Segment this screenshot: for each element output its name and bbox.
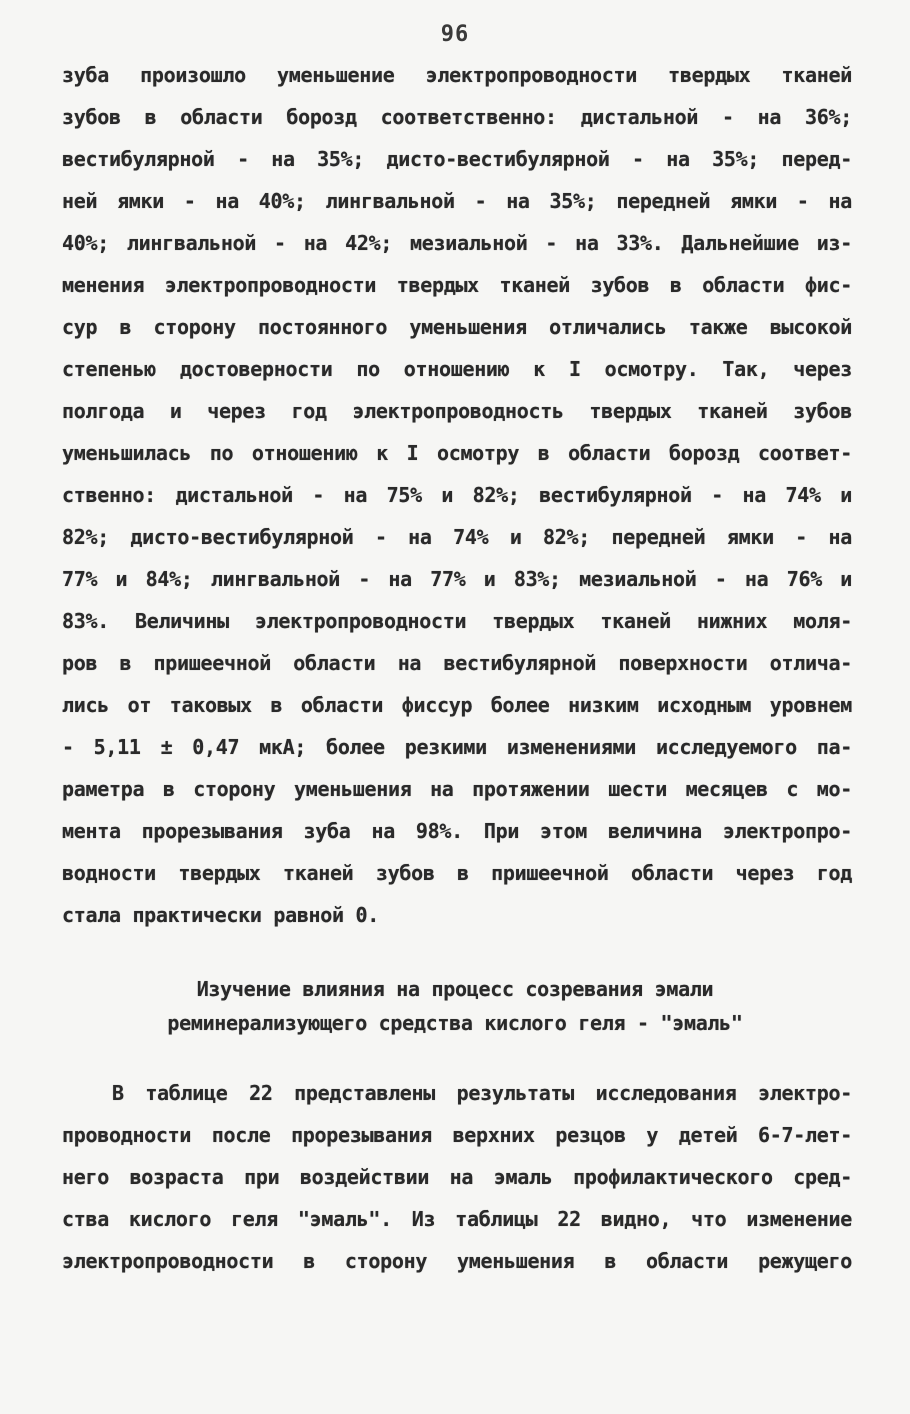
text-line: ственно: дистальной - на 75% и 82%; вестибулярной - на 74% и (62, 483, 852, 507)
text-line: зуба произошло уменьшение электропроводности твердых тканей (62, 63, 852, 87)
text-line: ства кислого геля "эмаль". Из таблицы 22 видно, что изменение (62, 1207, 852, 1231)
text-line: зубов в области борозд соответственно: дистальной - на 36%; (62, 105, 852, 129)
text-line: 83%. Величины электропроводности твердых тканей нижних моля- (62, 609, 852, 633)
text-line: проводности после прорезывания верхних резцов у детей 6-7-лет- (62, 1123, 852, 1147)
text-line: него возраста при воздействии на эмаль профилактического сред- (62, 1165, 852, 1189)
text-line: электропроводности в сторону уменьшения в области режущего (62, 1249, 852, 1273)
text-line: 40%; лингвальной - на 42%; мезиальной - на 33%. Дальнейшие из- (62, 231, 852, 255)
text-line: раметра в сторону уменьшения на протяжении шести месяцев с мо- (62, 777, 852, 801)
page-number: 96 (440, 22, 470, 47)
text-line: 82%; дисто-вестибулярной - на 74% и 82%; передней ямки - на (62, 525, 852, 549)
text-line: стала практически равной 0. (62, 903, 380, 927)
text-line: водности твердых тканей зубов в пришеечной области через год (62, 861, 852, 885)
heading-line: реминерализующего средства кислого геля - "эмаль" (167, 1011, 743, 1035)
text-line: уменьшилась по отношению к I осмотру в области борозд соответ- (62, 441, 852, 465)
text-line: - 5,11 ± 0,47 мкА; более резкими изменениями исследуемого па- (62, 735, 852, 759)
text-line: 77% и 84%; лингвальной - на 77% и 83%; мезиальной - на 76% и (62, 567, 852, 591)
text-line: ней ямки - на 40%; лингвальной - на 35%; передней ямки - на (62, 189, 852, 213)
text-line: лись от таковых в области фиссур более низким исходным уровнем (62, 693, 852, 717)
text-line: мента прорезывания зуба на 98%. При этом величина электропро- (62, 819, 852, 843)
text-line: полгода и через год электропроводность твердых тканей зубов (62, 399, 852, 423)
text-line: сур в сторону постоянного уменьшения отличались также высокой (62, 315, 852, 339)
text-line: вестибулярной - на 35%; дисто-вестибулярной - на 35%; перед- (62, 147, 852, 171)
text-line: ров в пришеечной области на вестибулярной поверхности отлича- (62, 651, 852, 675)
text-line: В таблице 22 представлены результаты исследования электро- (112, 1081, 852, 1105)
text-line: менения электропроводности твердых тканей зубов в области фис- (62, 273, 852, 297)
heading-line: Изучение влияния на процесс созревания эмали (196, 977, 714, 1001)
text-line: степенью достоверности по отношению к I осмотру. Так, через (62, 357, 852, 381)
